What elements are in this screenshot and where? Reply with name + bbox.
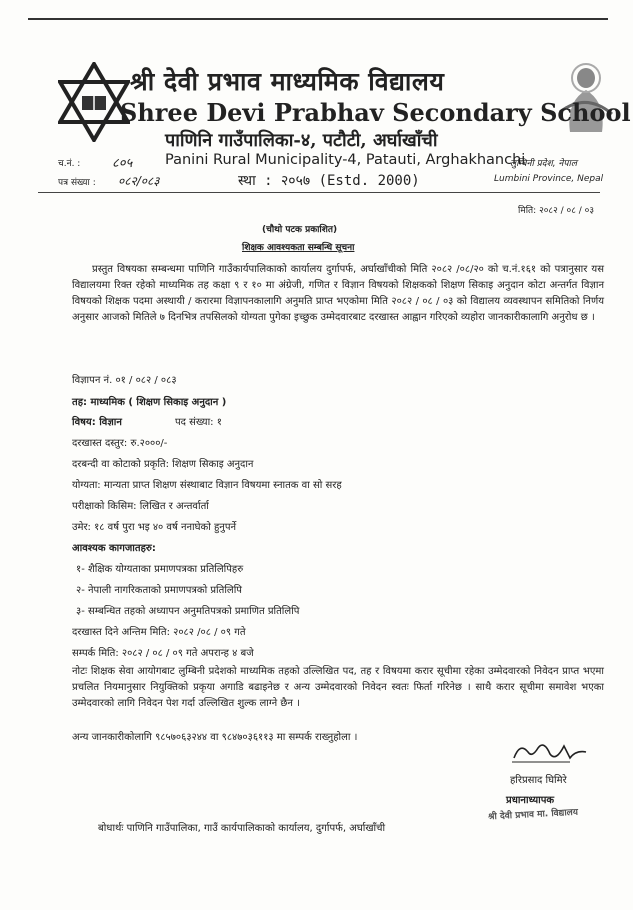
document-item-3: ३- सम्बन्धित तहको अध्यापन अनुमतिपत्रको प्रमाणित प्रतिलिपि [76, 606, 300, 617]
signatory-name: हरिप्रसाद घिमिरे [510, 775, 567, 786]
notice-paragraph: प्रस्तुत विषयका सम्बन्धमा पाणिनि गाउँकार्यपालिकाको कार्यालय दुर्गापर्फ, अर्घाखाँचीको मिति २०८२ /०८/२० को च.नं.१६१ को पत्रानुसार यस विद्यालयमा रिक्त रहेको माध्यमिक तह कक्षा ९ र १० मा अंग्रेजी, गणित र विज्ञान विषयको शिक्षकको शिक्षण सिकाइ अनुदान कोटा अन्तर्गत विज्ञान विषयको शिक्षक पदमा अस्थायी / करारमा विज्ञापनकालागि अनुमति प्राप्त भएकोमा मिति २०८२ / ०८ / ०३ को विद्यालय व्यवस्थापन समितिको निर्णय अनुसार आजको मितिले ७ दिनभित्र तपसिलको योग्यता पुगेका इच्छुक उम्मेदवारबाट दरखास्त आह्वान गरिएको व्यहोरा जानकारीकालागि अनुरोध छ । [72, 264, 604, 323]
contact-info: अन्य जानकारीकोलागि ९८५७०६३२४४ वा ९८४७०३६११३ मा सम्पर्क राख्नुहोला । [72, 732, 358, 743]
signature [510, 738, 590, 766]
level: तह: माध्यमिक ( शिक्षण सिकाइ अनुदान ) [72, 397, 227, 408]
exam-type: परीक्षाको किसिम: लिखित र अन्तर्वार्ता [72, 501, 209, 512]
school-name-nepali: श्री देवी प्रभाव माध्यमिक विद्यालय [130, 67, 445, 96]
cc-footer: बोधार्थः पाणिनि गाउँपालिका, गाउँ कार्यपालिकाको कार्यालय, दुर्गापर्फ, अर्घाखाँची [98, 823, 386, 834]
position-type: दरबन्दी वा कोटाको प्रकृति: शिक्षण सिकाइ अनुदान [72, 459, 254, 470]
stamp-text: श्री देवी प्रभाव मा. विद्यालय [487, 807, 579, 823]
note-paragraph: नोटः शिक्षक सेवा आयोगबाट लुम्बिनी प्रदेशको माध्यमिक तहको उल्लिखित पद, तह र विषयमा करार सूचीमा रहेका उम्मेदवारको निवेदन प्राप्त भएमा प्रचलित नियमानुसार नियुक्तिको प्रकृया अगाडि बढाइनेछ र अन्य उम्मेदवारको निवेदन स्वतः फिर्ता गरिनेछ । साथै करार सूचीमा समावेश भएका उम्मेदवारको लागि निवेदन पेश गर्दा उल्लिखित शुल्क लाग्ने छैन । [72, 666, 604, 709]
address-english: Panini Rural Municipality-4, Patauti, Arghakhanchi [165, 152, 526, 168]
letter-no-value: ०८२/०८३ [118, 174, 160, 188]
document-item-1: १- शैक्षिक योग्यताका प्रमाणपत्रका प्रतिलिपिहरु [76, 564, 244, 575]
established: स्था : २०५७ (Estd. 2000) [238, 173, 420, 189]
subject: विषय: विज्ञान [72, 417, 122, 428]
post-count: पद संख्या: १ [175, 417, 222, 428]
qualification: योग्यता: मान्यता प्राप्त शिक्षण संस्थाबाट विज्ञान विषयमा स्नातक वा सो सरह [72, 480, 342, 491]
signatory-title: प्रधानाध्यापक [506, 795, 555, 806]
edition-label: (चौथो पटक प्रकाशित) [262, 225, 338, 235]
notice-date: मिति: २०८२ / ०८ / ०३ [518, 206, 595, 216]
application-fee: दरखास्त दस्तुर: रु.२०००/- [72, 438, 168, 449]
age-requirement: उमेर: १८ वर्ष पुरा भइ ४० वर्ष ननाघेको हुनुपर्ने [72, 522, 237, 533]
contact-date: सम्पर्क मिति: २०८२ / ०८ / ०९ गते अपरान्ह ४ बजे [72, 648, 254, 659]
school-name-english: Shree Devi Prabhav Secondary School [120, 98, 631, 127]
ad-number: विज्ञापन नं. ०१ / ०८२ / ०८३ [72, 375, 177, 386]
top-border [28, 18, 608, 20]
letter-no-label: पत्र संख्या : [58, 178, 96, 188]
documents-heading: आवश्यक कागजातहरु: [72, 543, 156, 554]
province-nepali: लुम्बिनी प्रदेश, नेपाल [510, 159, 577, 169]
province-english: Lumbini Province, Nepal [494, 174, 604, 184]
school-stamp [488, 800, 618, 830]
ref-label: च.नं. : [58, 159, 81, 169]
address-nepali: पाणिनि गाउँपालिका-४, पटौटी, अर्घाखाँची [165, 130, 438, 151]
document-item-2: २- नेपाली नागरिकताको प्रमाणपत्रको प्रतिलिपि [76, 585, 242, 596]
notice-title: शिक्षक आवश्यकता सम्बन्धि सूचना [242, 243, 355, 253]
ref-value: ८०५ [112, 156, 133, 171]
application-deadline: दरखास्त दिने अन्तिम मिति: २०८२ /०८ / ०९ गते [72, 627, 246, 638]
header-divider [38, 192, 600, 193]
